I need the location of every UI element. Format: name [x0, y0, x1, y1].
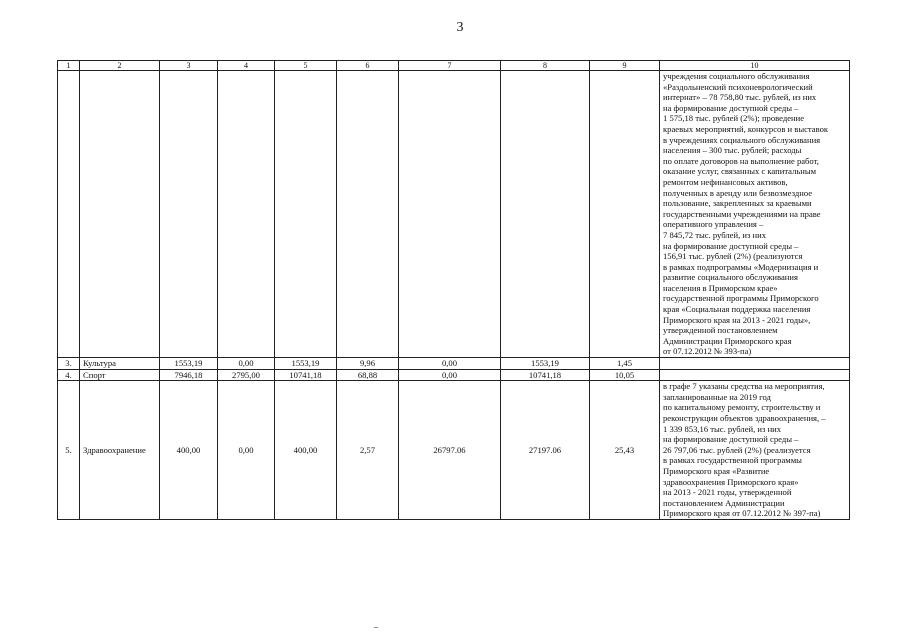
note-line: на формирование доступной среды – [663, 434, 799, 445]
note-line: «Раздольненский психоневрологический [663, 81, 813, 92]
column-number-row [58, 61, 850, 71]
note-line: ремонтом нефинансовых активов, [663, 176, 788, 187]
column-number: 10 [660, 61, 850, 71]
table-row-continued [58, 71, 850, 358]
note-line: в учреждениях социального обслуживания [663, 134, 821, 145]
cell-col5: 1553,19 [275, 358, 337, 370]
budget-table [57, 60, 850, 520]
note-line: оказание услуг, связанных с капитальным [663, 166, 817, 177]
note-line: в рамках государственной программы [663, 455, 802, 466]
table-row [58, 358, 850, 370]
note-line: здравоохранения Приморского края» [663, 476, 799, 487]
note-line: на 2013 - 2021 годы, утвержденной [663, 487, 792, 498]
note-line: запланированные на 2019 год [663, 391, 771, 402]
note-line: в рамках подпрограммы «Модернизация и [663, 261, 819, 272]
cell-col4: 0,00 [218, 381, 275, 520]
note-line: полученных в аренду или безвозмездное [663, 187, 813, 198]
note-cell [660, 358, 850, 370]
cell-col8: 10741,18 [501, 369, 590, 381]
note-line: Приморского края от 07.12.2012 № 397-па) [663, 508, 821, 519]
cell-col6: 2,57 [337, 381, 399, 520]
cell-col3: 7946,18 [160, 369, 218, 381]
note-line: на формирование доступной среды – [663, 240, 799, 251]
cell-col6: 68,88 [337, 369, 399, 381]
cell-col8: 27197.06 [501, 381, 590, 520]
table-row [58, 381, 850, 520]
cell-col7: 0,00 [399, 369, 501, 381]
column-number: 6 [337, 61, 399, 71]
cell-col5: 10741,18 [275, 369, 337, 381]
note-line: по капитальному ремонту, строительству и [663, 402, 821, 413]
note-line: развитие социального обслуживания [663, 272, 798, 283]
cell-col4: 0,00 [218, 358, 275, 370]
row-number: 3. [58, 358, 80, 370]
note-line: от 07.12.2012 № 393-па) [663, 346, 752, 357]
note-line: краевых мероприятий, конкурсов и выставок [663, 123, 829, 134]
column-number: 3 [160, 61, 218, 71]
cell-col5: 400,00 [275, 381, 337, 520]
row-name: Здравоохранение [80, 381, 160, 520]
cell-col3: 1553,19 [160, 358, 218, 370]
note-line: Приморского края на 2013 - 2021 годы», [663, 314, 811, 325]
cell-col7: 0,00 [399, 358, 501, 370]
note-line: в графе 7 указаны средства на мероприятия, [663, 381, 825, 392]
note-line: государственной программы Приморского [663, 293, 819, 304]
note-line: реконструкции объектов здравоохранения, – [663, 413, 826, 423]
note-cell [660, 369, 850, 381]
cell-col8: 1553,19 [501, 358, 590, 370]
note-line: пользование, закрепленных за краевыми [663, 198, 812, 209]
note-line: 7 845,72 тыс. рублей, из них [663, 229, 767, 240]
column-number: 9 [590, 61, 660, 71]
cell-col4: 2795,00 [218, 369, 275, 381]
cell-col7: 26797.06 [399, 381, 501, 520]
cell-col6: 9,96 [337, 358, 399, 370]
note-cell [660, 71, 850, 358]
note-line: населения – 300 тыс. рублей; расходы [663, 145, 802, 156]
note-line: Приморского края «Развитие [663, 465, 770, 476]
note-line: Администрации Приморского края [663, 335, 792, 346]
column-number: 7 [399, 61, 501, 71]
column-number: 4 [218, 61, 275, 71]
cell-col9: 10,05 [590, 369, 660, 381]
column-number: 1 [58, 61, 80, 71]
note-line: оперативного управления – [663, 219, 764, 230]
cell-col3: 400,00 [160, 381, 218, 520]
table-row [58, 369, 850, 381]
note-line: 156,91 тыс. рублей (2%) (реализуются [663, 251, 803, 262]
note-line: населения в Приморском крае» [663, 282, 778, 293]
note-line: края «Социальная поддержка населения [663, 304, 811, 315]
note-line: 1 575,18 тыс. рублей (2%); проведение [663, 113, 805, 124]
row-number: 5. [58, 381, 80, 520]
note-line: 26 797,06 тыс. рублей (2%) (реализуется [663, 444, 811, 455]
scan-mark [374, 627, 378, 628]
note-line: интернат» – 78 758,80 тыс. рублей, из них [663, 92, 817, 103]
note-line: постановлением Администрации [663, 497, 785, 508]
row-number: 4. [58, 369, 80, 381]
note-line: по оплате договоров на выполнение работ, [663, 155, 819, 166]
row-name: Спорт [80, 369, 160, 381]
cell-col9: 25,43 [590, 381, 660, 520]
row-name: Культура [80, 358, 160, 370]
note-cell [660, 381, 850, 520]
note-line: 1 339 853,16 тыс. рублей, из них [663, 423, 782, 434]
note-line: государственными учреждениями на праве [663, 208, 821, 219]
column-number: 5 [275, 61, 337, 71]
column-number: 8 [501, 61, 590, 71]
cell-col9: 1,45 [590, 358, 660, 370]
note-line: утвержденной постановлением [663, 325, 778, 336]
note-line: на формирование доступной среды – [663, 102, 799, 113]
page-number: 3 [456, 20, 464, 35]
note-line: учреждения социального обслуживания [663, 71, 810, 81]
column-number: 2 [80, 61, 160, 71]
